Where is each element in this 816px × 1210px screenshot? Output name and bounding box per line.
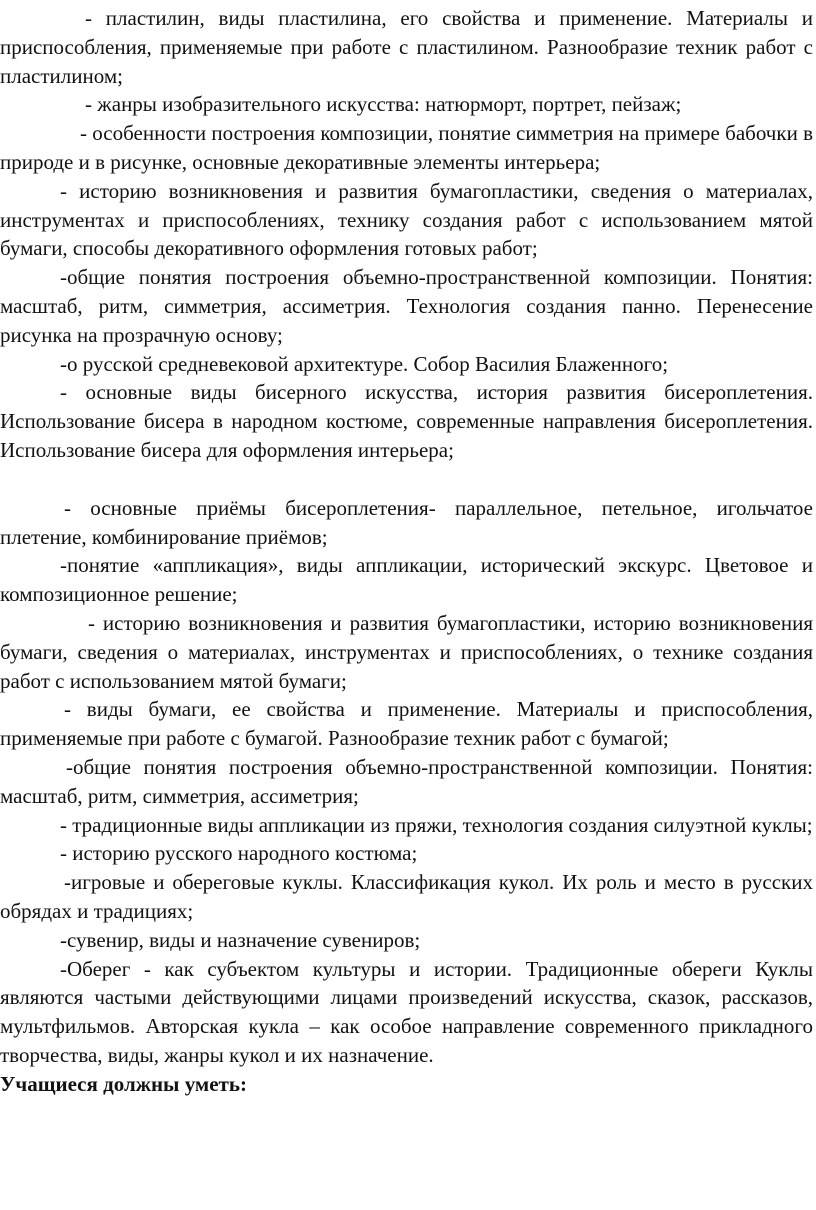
paragraph-dolls: -игровые и обереговые куклы. Классификация кукол. Их роль и место в русских обрядах и традициях; xyxy=(0,870,813,923)
section-heading: Учащиеся должны уметь: xyxy=(0,1071,247,1096)
paragraph-paper-history: - историю возникновения и развития бумагопластики, историю возникновения бумаги, сведения о материалах, инструментах и приспособлениях, о технике создания работ с использованием мятой бумаги; xyxy=(0,610,813,693)
paragraph-beadwork-types: - основные виды бисерного искусства, история развития бисероплетения. Использование бисера в народном костюме, современные направления бисероплетения. Использование бисера для оформления интерьера; xyxy=(0,380,813,462)
paragraph-amulet: -Оберег - как субъектом культуры и истории. Традиционные обереги Куклы являются частыми действующими лицами произведений искусства, сказок, рассказов, мультфильмов. Авторская кукла – как особое направление современного прикладного творчества, виды, жанры кукол и их назначение. xyxy=(0,956,813,1067)
paragraph-spatial-composition-2: -общие понятия построения объемно-пространственной композиции. Понятия: масштаб, ритм, симметрия, ассиметрия; xyxy=(0,754,813,808)
paragraph-beadwork-techniques: - основные приёмы бисероплетения- параллельное, петельное, игольчатое плетение, комбинирование приёмов; xyxy=(0,495,813,549)
paragraph-art-genres: - жанры изобразительного искусства: натюрморт, портрет, пейзаж; xyxy=(85,92,682,117)
paragraph-architecture: -о русской средневековой архитектуре. Собор Василия Блаженного; xyxy=(60,351,669,376)
paragraph-composition: - особенности построения композиции, понятие симметрия на примере бабочки в природе и в рисунке, основные декоративные элементы интерьера; xyxy=(0,121,813,174)
paragraph-souvenirs: -сувенир, виды и назначение сувениров; xyxy=(60,927,421,952)
paragraph-spatial-composition: -общие понятия построения объемно-пространственной композиции. Понятия: масштаб, ритм, симметрия, ассиметрия. Технология создания панно. Перенесение рисунка на прозрачную основу; xyxy=(0,265,813,347)
paragraph-gap xyxy=(0,465,813,494)
paragraph-paper-plastic-history: - историю возникновения и развития бумагопластики, сведения о материалах, инструментах и приспособлениях, технику создания работ с использованием мятой бумаги, способы декоративного оформления готовых работ; xyxy=(0,178,813,261)
paragraph-folk-costume: - историю русского народного костюма; xyxy=(60,841,418,866)
paragraph-plasticine: - пластилин, виды пластилина, его свойства и применение. Материалы и приспособления, применяемые при работе с пластилином. Разнообразие техник работ с пластилином; xyxy=(0,6,813,88)
paragraph-yarn-applique: - традиционные виды аппликации из пряжи, технология создания силуэтной куклы; xyxy=(60,812,813,837)
paragraph-paper-types: - виды бумаги, ее свойства и применение. Материалы и приспособления, применяемые при работе с бумагой. Разнообразие техник работ с бумагой; xyxy=(0,697,813,751)
paragraph-applique: -понятие «аппликация», виды аппликации, исторический экскурс. Цветовое и композиционное решение; xyxy=(0,553,813,607)
